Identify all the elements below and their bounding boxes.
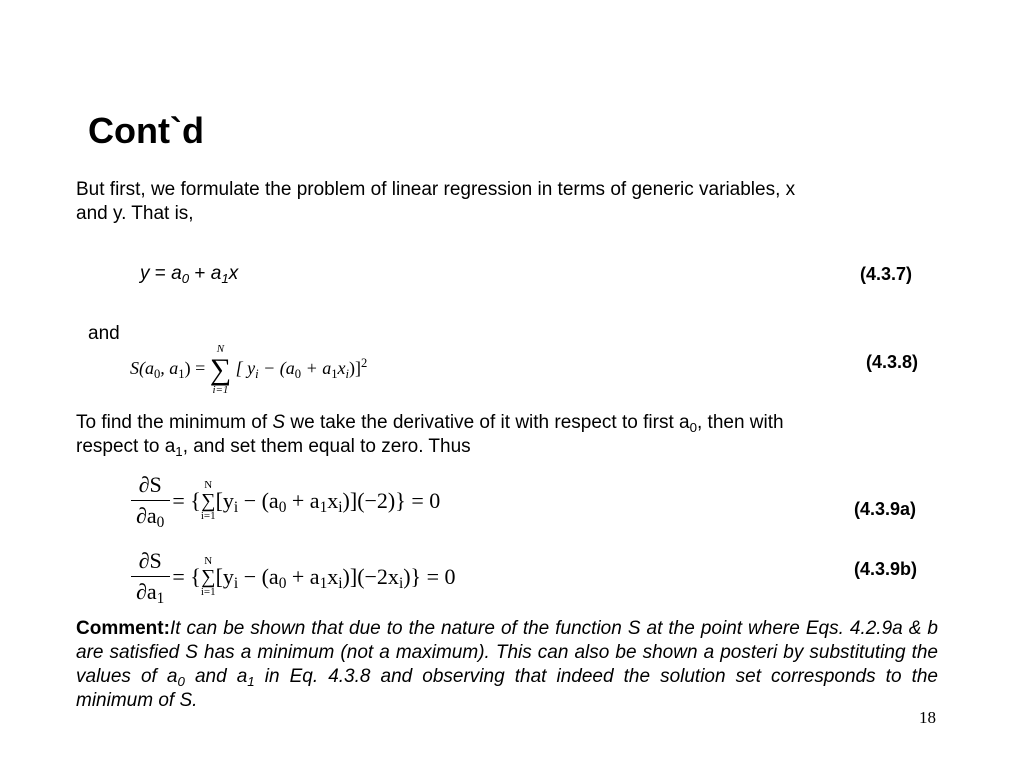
slide-title: Cont`d: [88, 110, 204, 151]
partial-derivative-fraction: $\frac{\partial S}{\partial a_1}$: [128, 548, 172, 605]
equation-4-3-9b: $\frac{\partial S}{\partial a_1}$ = { N ∑ i=1 $[y_i - (a_0 + a_1x_i)](-2x_i)\} = 0$: [128, 548, 456, 605]
equation-4-3-9a: $\frac{\partial S}{\partial a_0}$ = { N ∑ i=1 $[y_i - (a_0 + a_1x_i)](-2)\} = 0$: [128, 472, 440, 529]
comment-label: Comment:: [76, 618, 170, 639]
summation-symbol: N ∑ i=1: [200, 554, 216, 598]
equation-number-4-3-9b: (4.3.9b): [854, 559, 918, 579]
equation-number-4-3-9a: (4.3.9a): [854, 499, 917, 519]
equation-number-4-3-8: (4.3.8): [866, 352, 919, 372]
intro-paragraph: [76, 178, 946, 226]
summation-symbol: N ∑ i=1: [200, 478, 216, 522]
derivative-paragraph: To find the minimum of S we take the derivative of it with respect to first $a_0$, then with respect to $a_1$, and set them equal to zero. Thus: [76, 412, 784, 459]
summation-symbol: N ∑ i=1: [209, 343, 232, 396]
equation-4-3-7: $y = a_0 + a_1x$: [140, 263, 239, 286]
intro-line-2: and y. That is,: [76, 203, 194, 224]
equation-4-3-8: $S(a_0$, $a_1$) = N ∑ i=1 [ $y_i - (a_0 + a_1x_i)]^2$: [130, 343, 368, 396]
and-label: and: [88, 323, 120, 344]
partial-derivative-fraction: $\frac{\partial S}{\partial a_0}$: [128, 472, 172, 529]
page-number: 18: [919, 708, 936, 727]
equation-number-4-3-7: (4.3.7): [860, 264, 913, 284]
intro-line-1: But first, we formulate the problem of linear regression in terms of generic variables, x: [76, 179, 796, 200]
comment-paragraph: Comment:It can be shown that due to the nature of the function S at the point where Eqs. 4.2.9a & b are satisfied S has a minimum (not a maximum). This can also be shown a posteri by substituting the values of $a_0$ and $a_1$ in Eq. 4.3.8 and observing that indeed the solution set corresponds to the minimum of S.: [76, 618, 938, 711]
